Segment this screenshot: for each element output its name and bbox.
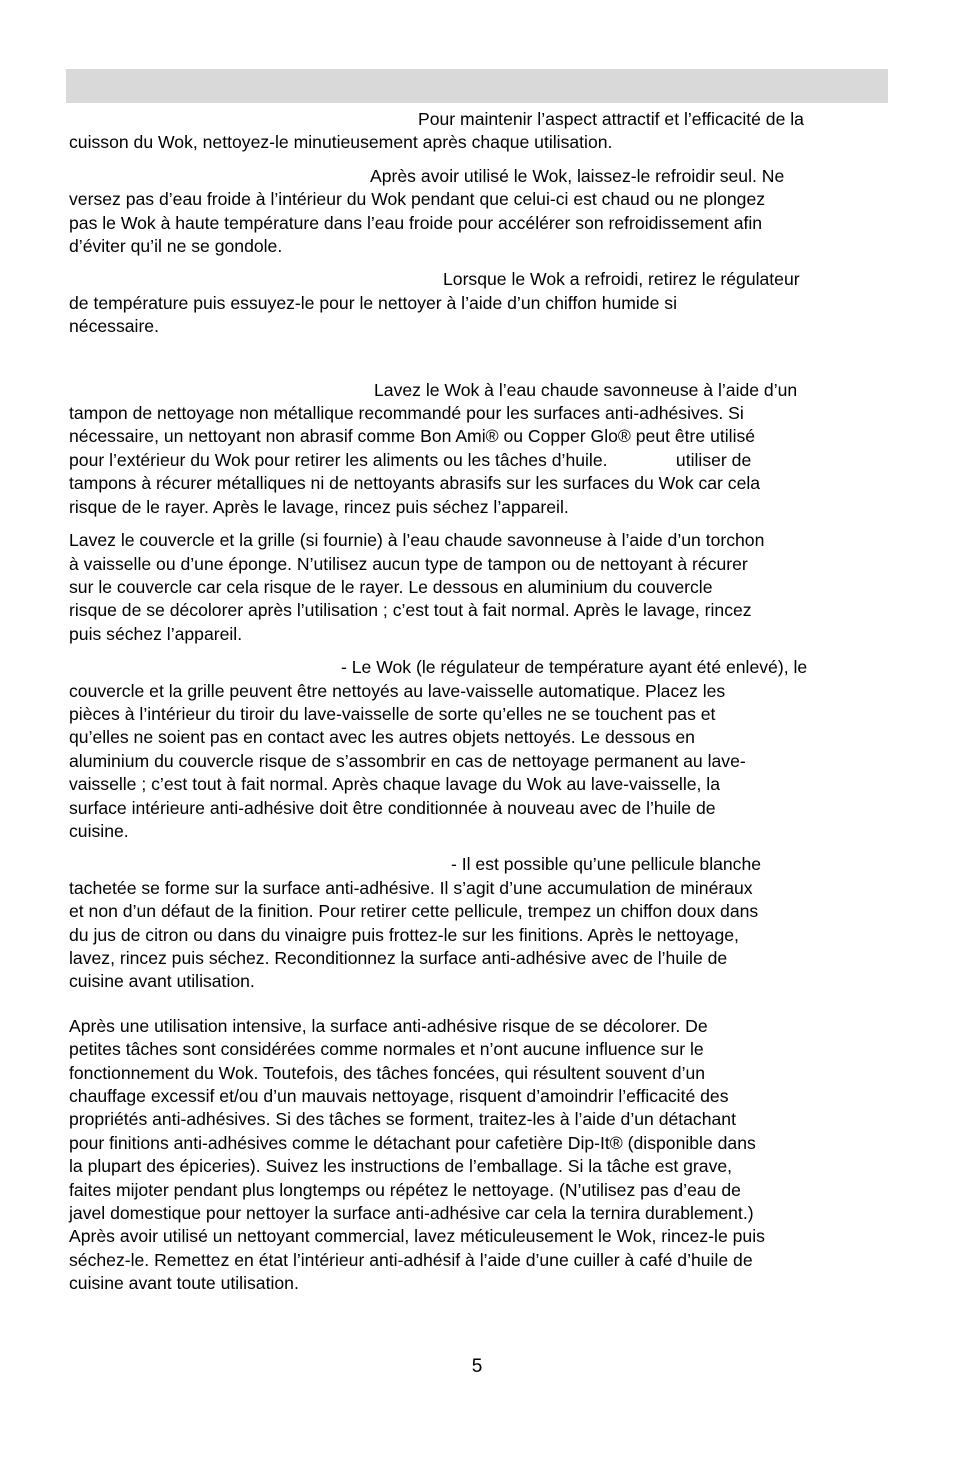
text-line: - Le Wok (le régulateur de température ayant été enlevé), le [341, 657, 808, 678]
text-line: et non d’un défaut de la finition. Pour retirer cette pellicule, trempez un chiffon doux dans [69, 901, 759, 922]
text-line: vaisselle ; c’est tout à fait normal. Après chaque lavage du Wok au lave-vaisselle, la [69, 774, 720, 795]
text-line: tampon de nettoyage non métallique recommandé pour les surfaces anti-adhésives. Si [69, 403, 744, 424]
page-content [69, 108, 887, 1306]
text-line: cuisson du Wok, nettoyez-le minutieusement après chaque utilisation. [69, 132, 613, 153]
text-line: Lavez le couvercle et la grille (si fournie) à l’eau chaude savonneuse à l’aide d’un torchon [69, 530, 765, 551]
text-line: cuisine. [69, 820, 129, 841]
text-line: lavez, rincez puis séchez. Reconditionnez la surface anti-adhésive avec de l’huile de [69, 948, 728, 968]
paragraph-maintenance-intro [69, 108, 887, 155]
paragraph-lid-grill [69, 529, 887, 646]
text-line: cuisine avant utilisation. [69, 971, 255, 992]
paragraph-washing-wok [69, 379, 887, 519]
text-line: Après avoir utilisé le Wok, laissez-le refroidir seul. Ne [370, 165, 785, 186]
text-line: versez pas d’eau froide à l’intérieur du Wok pendant que celui-ci est chaud ou ne plongez [69, 189, 766, 210]
text-line: pour l’extérieur du Wok pour retirer les aliments ou les tâches d’huile. utiliser de [69, 449, 752, 470]
text-line: faites mijoter pendant plus longtemps ou répétez le nettoyage. (N’utilisez pas d’eau de [69, 1179, 741, 1200]
text-line: surface intérieure anti-adhésive doit être conditionnée à nouveau avec de l’huile de [69, 797, 716, 818]
text-line: Pour maintenir l’aspect attractif et l’efficacité de la [418, 109, 804, 129]
text-line: pour finitions anti-adhésives comme le détachant pour cafetière Dip-It® (disponible dans [69, 1132, 756, 1153]
text-line: pièces à l’intérieur du tiroir du lave-vaisselle de sorte qu’elles ne se touchent pas et [69, 703, 716, 724]
text-line: propriétés anti-adhésives. Si des tâches se forment, traitez-les à l’aide d’un détachant [69, 1109, 736, 1130]
text-line: chauffage excessif et/ou d’un mauvais nettoyage, risquent d’amoindrir l’efficacité des [69, 1086, 729, 1107]
text-line: pas le Wok à haute température dans l’eau froide pour accélérer son refroidissement afin [69, 212, 763, 233]
text-line: la plupart des épiceries). Suivez les instructions de l’emballage. Si la tâche est grave, [69, 1156, 733, 1177]
text-line: javel domestique pour nettoyer la surface anti-adhésive car cela la ternira durablement.) [69, 1203, 754, 1224]
page-number: 5 [471, 1356, 483, 1377]
text-line: Lorsque le Wok a refroidi, retirez le régulateur [443, 269, 800, 290]
text-line: couvercle et la grille peuvent être nettoyés au lave-vaisselle automatique. Placez les [69, 680, 726, 701]
paragraph-regulator [69, 268, 887, 338]
text-line: - Il est possible qu’une pellicule blanche [451, 854, 762, 875]
text-line: de température puis essuyez-le pour le nettoyer à l’aide d’un chiffon humide si [69, 292, 677, 313]
text-line: d’éviter qu’il ne se gondole. [69, 236, 283, 257]
section-header-bar [66, 69, 888, 103]
text-line: tampons à récurer métalliques ni de nettoyants abrasifs sur les surfaces du Wok car cela [69, 473, 761, 494]
paragraph-dishwasher [69, 656, 887, 843]
text-line: nécessaire. [69, 316, 159, 337]
text-line: puis séchez l’appareil. [69, 623, 243, 644]
text-line: cuisine avant toute utilisation. [69, 1273, 299, 1294]
text-line: du jus de citron ou dans du vinaigre puis frottez-le sur les finitions. Après le nettoyage, [69, 924, 739, 945]
text-line: séchez-le. Remettez en état l’intérieur anti-adhésif à l’aide d’une cuiller à café d’huile de [69, 1249, 753, 1270]
paragraph-stains [69, 1015, 887, 1296]
text-line: Lavez le Wok à l’eau chaude savonneuse à l’aide d’un [374, 379, 798, 400]
text-line: nécessaire, un nettoyant non abrasif comme Bon Ami® ou Copper Glo® peut être utilisé [69, 426, 756, 447]
text-line: Après avoir utilisé un nettoyant commercial, lavez méticuleusement le Wok, rincez-le puis [69, 1226, 765, 1247]
paragraph-cooling [69, 165, 887, 259]
text-line: Après une utilisation intensive, la surface anti-adhésive risque de se décolorer. De [69, 1015, 708, 1036]
text-line: risque de se décolorer après l’utilisation ; c’est tout à fait normal. Après le lavage, rincez [69, 600, 752, 621]
text-line: qu’elles ne soient pas en contact avec les autres objets nettoyés. Le dessous en [69, 727, 695, 748]
text-line: tachetée se forme sur la surface anti-adhésive. Il s’agit d’une accumulation de minéraux [69, 877, 753, 898]
text-line: petites tâches sont considérées comme normales et n’ont aucune influence sur le [69, 1039, 704, 1060]
text-line: fonctionnement du Wok. Toutefois, des tâches foncées, qui résultent souvent d’un [69, 1062, 706, 1083]
paragraph-white-film [69, 853, 887, 993]
text-line: aluminium du couvercle risque de s’assombrir en cas de nettoyage permanent au lave- [69, 750, 746, 771]
text-line: risque de le rayer. Après le lavage, rincez puis séchez l’appareil. [69, 496, 569, 517]
text-line: à vaisselle ou d’une éponge. N’utilisez aucun type de tampon ou de nettoyant à récurer [69, 553, 748, 574]
text-line: sur le couvercle car cela risque de le rayer. Le dessous en aluminium du couvercle [69, 576, 713, 597]
